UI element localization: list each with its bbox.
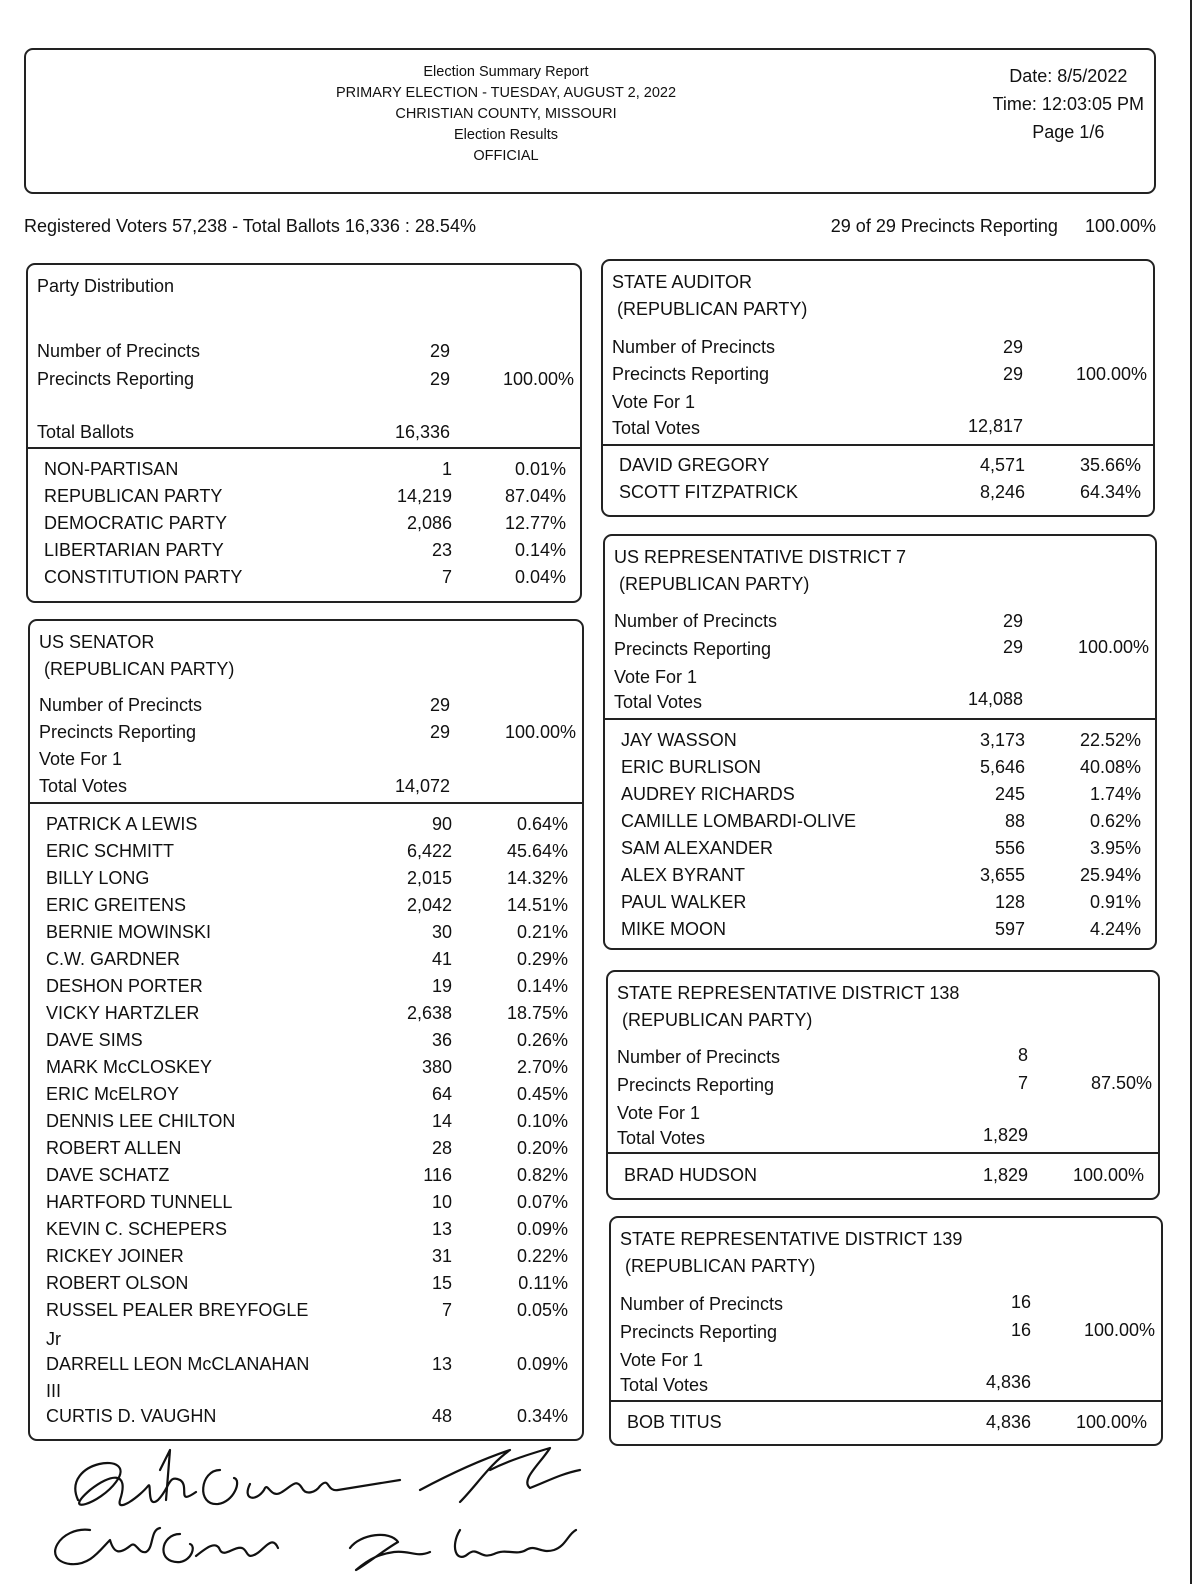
num-precincts-value: 16: [1010, 1292, 1031, 1312]
result-row: [30, 1300, 582, 1327]
candidate-name: VICKY HARTZLER: [46, 1003, 200, 1023]
precincts-reporting-label: Precincts Reporting: [620, 1322, 778, 1342]
report-time: Time: 12:03:05 PM: [992, 94, 1144, 114]
num-precincts-value: 29: [1002, 337, 1023, 357]
vote-percent: 0.10%: [516, 1111, 568, 1131]
precincts-reporting-value: 29: [429, 722, 450, 742]
candidate-name: ERIC SCHMITT: [46, 841, 174, 861]
vote-count: 10: [431, 1192, 452, 1212]
vote-count: 19: [431, 976, 452, 996]
result-row: [30, 1219, 582, 1246]
section-title: US SENATOR: [39, 632, 155, 652]
result-row: [605, 838, 1155, 865]
vote-percent: 25.94%: [1079, 865, 1141, 885]
vote-count: 2,638: [406, 1003, 452, 1023]
vote-percent: 0.05%: [516, 1300, 568, 1320]
candidate-name: DESHON PORTER: [46, 976, 203, 996]
vote-count: 597: [994, 919, 1025, 939]
total-ballots-value: 16,336: [394, 422, 450, 442]
vote-percent: 0.11%: [518, 1273, 568, 1293]
vote-count: 14,219: [396, 486, 452, 506]
result-row: [605, 865, 1155, 892]
vote-count: 245: [994, 784, 1025, 804]
signature-stroke: [55, 1528, 160, 1564]
candidate-name: ROBERT ALLEN: [46, 1138, 182, 1158]
vote-percent: 100.00%: [1072, 1165, 1144, 1185]
total-ballots-label: Total Ballots: [37, 422, 135, 442]
candidate-name: LIBERTARIAN PARTY: [44, 540, 224, 560]
candidate-name: AUDREY RICHARDS: [621, 784, 795, 804]
vote-count: 2,015: [406, 868, 452, 888]
candidate-name: PAUL WALKER: [621, 892, 747, 912]
vote-count: 13: [431, 1219, 452, 1239]
section-party: (REPUBLICAN PARTY): [612, 299, 808, 319]
candidate-name: RUSSEL PEALER BREYFOGLE: [46, 1300, 309, 1320]
vote-count: 31: [431, 1246, 452, 1266]
vote-percent: 14.32%: [506, 868, 568, 888]
vote-count: 2,086: [406, 513, 452, 533]
candidate-name: MIKE MOON: [621, 919, 727, 939]
result-row: [605, 919, 1155, 946]
vote-count: 90: [431, 814, 452, 834]
total-votes-value: 1,829: [982, 1125, 1028, 1145]
vote-percent: 0.04%: [514, 567, 566, 587]
precincts-reporting-pct: 100.00%: [502, 369, 574, 389]
us-rep-district-7-box: [603, 534, 1157, 950]
vote-count: 7: [441, 567, 452, 587]
vote-count: 28: [431, 1138, 452, 1158]
vote-percent: 40.08%: [1079, 757, 1141, 777]
result-row: [605, 811, 1155, 838]
result-row: [28, 486, 580, 513]
separator: [603, 444, 1153, 446]
candidate-name: REPUBLICAN PARTY: [44, 486, 223, 506]
result-row: [605, 892, 1155, 919]
precincts-reporting-label: Precincts Reporting: [614, 639, 772, 659]
vote-count: 6,422: [406, 841, 452, 861]
vote-percent: 3.95%: [1089, 838, 1141, 858]
vote-percent: 2.70%: [516, 1057, 568, 1077]
result-row: [30, 868, 582, 895]
state-auditor-box: [601, 259, 1155, 517]
separator: [30, 802, 582, 804]
vote-percent: 1.74%: [1089, 784, 1141, 804]
total-votes-label: Total Votes: [617, 1128, 706, 1148]
vote-count: 1,829: [982, 1165, 1028, 1185]
separator: [608, 1152, 1158, 1154]
result-row: [30, 1084, 582, 1111]
vote-count: 556: [994, 838, 1025, 858]
vote-percent: 0.29%: [516, 949, 568, 969]
precincts-reporting-pct: 100.00%: [1083, 1320, 1155, 1340]
vote-count: 64: [431, 1084, 452, 1104]
vote-percent: 87.04%: [504, 486, 566, 506]
precincts-reporting-pct: 100.00%: [1077, 637, 1149, 657]
candidate-name: SAM ALEXANDER: [621, 838, 774, 858]
vote-count: 48: [431, 1406, 452, 1426]
num-precincts-value: 29: [429, 695, 450, 715]
report-meta: [993, 62, 1144, 146]
vote-count: 380: [421, 1057, 452, 1077]
official-label: OFFICIAL: [473, 148, 539, 164]
result-row: [605, 757, 1155, 784]
total-votes-label: Total Votes: [614, 692, 703, 712]
precincts-reporting-value: 29: [1002, 637, 1023, 657]
precincts-reporting-summary: [831, 216, 1156, 237]
result-row: [603, 455, 1153, 482]
vote-percent: 22.52%: [1079, 730, 1141, 750]
vote-count: 128: [994, 892, 1025, 912]
section-party: (REPUBLICAN PARTY): [617, 1010, 813, 1030]
vote-count: 4,836: [985, 1412, 1031, 1432]
signature-stroke: [350, 1535, 430, 1570]
vote-count: 15: [431, 1273, 452, 1293]
vote-percent: 0.34%: [516, 1406, 568, 1426]
vote-percent: 0.01%: [514, 459, 566, 479]
result-row: [30, 1057, 582, 1084]
vote-percent: 0.14%: [516, 976, 568, 996]
vote-percent: 0.62%: [1089, 811, 1141, 831]
result-row: [608, 1165, 1158, 1192]
precincts-reporting-text: 29 of 29 Precincts Reporting: [830, 216, 1058, 236]
election-name: PRIMARY ELECTION - TUESDAY, AUGUST 2, 2022: [335, 85, 677, 101]
result-row: [30, 976, 582, 1003]
vote-percent: 4.24%: [1089, 919, 1141, 939]
candidate-name: ROBERT OLSON: [46, 1273, 189, 1293]
total-votes-value: 12,817: [967, 416, 1023, 436]
result-row: [30, 1192, 582, 1219]
result-row: [30, 949, 582, 976]
candidate-name: DAVID GREGORY: [619, 455, 770, 475]
candidate-name: RICKEY JOINER: [46, 1246, 184, 1266]
precincts-reporting-value: 7: [1017, 1073, 1028, 1093]
signature-stroke: [420, 1450, 510, 1502]
candidate-name: ERIC GREITENS: [46, 895, 187, 915]
candidate-name: CURTIS D. VAUGHN: [46, 1406, 217, 1426]
precincts-reporting-value: 16: [1010, 1320, 1031, 1340]
vote-percent: 0.91%: [1089, 892, 1141, 912]
section-title: Party Distribution: [37, 276, 175, 296]
separator: [28, 447, 580, 449]
vote-count: 3,655: [979, 865, 1025, 885]
vote-percent: 18.75%: [506, 1003, 568, 1023]
candidate-name: ALEX BYRANT: [621, 865, 746, 885]
vote-percent: 0.21%: [516, 922, 568, 942]
page-number: Page 1/6: [1032, 122, 1105, 142]
report-date: Date: 8/5/2022: [1009, 66, 1128, 86]
result-row: [30, 1406, 582, 1433]
section-party: (REPUBLICAN PARTY): [614, 574, 810, 594]
result-row: [30, 895, 582, 922]
result-row: [30, 922, 582, 949]
signatures: [20, 1430, 600, 1580]
candidate-name-continued: III: [46, 1381, 62, 1401]
vote-percent: 0.22%: [516, 1246, 568, 1266]
section-title: US REPRESENTATIVE DISTRICT 7: [614, 547, 907, 567]
handwritten-signatures: [20, 1430, 600, 1580]
result-row: [28, 540, 580, 567]
vote-for-label: Vote For 1: [617, 1103, 701, 1123]
separator: [605, 718, 1155, 720]
county-name: CHRISTIAN COUNTY, MISSOURI: [395, 106, 617, 122]
result-row: [30, 1273, 582, 1300]
result-row: [603, 482, 1153, 509]
report-header: [24, 48, 1156, 194]
signature-stroke: [203, 1470, 237, 1504]
result-row: [30, 1138, 582, 1165]
candidate-name: HARTFORD TUNNELL: [46, 1192, 233, 1212]
section-party: (REPUBLICAN PARTY): [39, 659, 235, 679]
result-row: [28, 459, 580, 486]
section-title: STATE REPRESENTATIVE DISTRICT 139: [620, 1229, 963, 1249]
result-row: [30, 1354, 582, 1381]
results-label: Election Results: [454, 127, 558, 143]
vote-percent: 12.77%: [504, 513, 566, 533]
total-votes-label: Total Votes: [39, 776, 128, 796]
candidate-name-continued: Jr: [46, 1329, 61, 1349]
vote-percent: 0.09%: [516, 1354, 568, 1374]
signature-stroke: [163, 1534, 278, 1562]
vote-percent: 0.82%: [516, 1165, 568, 1185]
candidate-name: DEMOCRATIC PARTY: [44, 513, 228, 533]
total-votes-label: Total Votes: [620, 1375, 709, 1395]
vote-percent: 0.64%: [516, 814, 568, 834]
vote-percent: 0.07%: [516, 1192, 568, 1212]
candidate-name: BILLY LONG: [46, 868, 150, 888]
candidate-name: DAVE SIMS: [46, 1030, 143, 1050]
page-edge: [1190, 0, 1192, 1584]
separator: [611, 1400, 1161, 1402]
num-precincts-label: Number of Precincts: [614, 611, 778, 631]
num-precincts-value: 29: [429, 341, 450, 361]
report-title: Election Summary Report: [423, 64, 589, 80]
candidate-name: CAMILLE LOMBARDI-OLIVE: [621, 811, 857, 831]
candidate-name: MARK McCLOSKEY: [46, 1057, 213, 1077]
num-precincts-label: Number of Precincts: [37, 341, 201, 361]
candidate-name: SCOTT FITZPATRICK: [619, 482, 798, 502]
result-row: [611, 1412, 1161, 1439]
result-row: [30, 814, 582, 841]
signature-stroke: [455, 1530, 576, 1557]
candidate-name: BERNIE MOWINSKI: [46, 922, 212, 942]
total-votes-value: 14,088: [967, 689, 1023, 709]
section-party: (REPUBLICAN PARTY): [620, 1256, 816, 1276]
candidate-name: PATRICK A LEWIS: [46, 814, 198, 834]
signature-stroke: [75, 1463, 196, 1505]
vote-percent: 64.34%: [1079, 482, 1141, 502]
candidate-name: DARRELL LEON McCLANAHAN: [46, 1354, 310, 1374]
result-row: [30, 1003, 582, 1030]
num-precincts-value: 8: [1017, 1045, 1028, 1065]
precincts-reporting-value: 29: [429, 369, 450, 389]
report-title-block: [276, 62, 736, 167]
candidate-name: BOB TITUS: [627, 1412, 722, 1432]
precincts-reporting-pct: 100.00%: [1075, 364, 1147, 384]
vote-count: 14: [431, 1111, 452, 1131]
vote-for-label: Vote For 1: [612, 392, 696, 412]
vote-percent: 0.20%: [516, 1138, 568, 1158]
vote-count: 7: [441, 1300, 452, 1320]
vote-count: 30: [431, 922, 452, 942]
num-precincts-label: Number of Precincts: [617, 1047, 781, 1067]
result-row: [605, 784, 1155, 811]
vote-percent: 14.51%: [506, 895, 568, 915]
candidate-name: NON-PARTISAN: [44, 459, 179, 479]
result-row: [30, 841, 582, 868]
precincts-reporting-pct: 87.50%: [1090, 1073, 1152, 1093]
num-precincts-label: Number of Precincts: [620, 1294, 784, 1314]
party-distribution-box: [26, 263, 582, 603]
candidate-name: CONSTITUTION PARTY: [44, 567, 243, 587]
num-precincts-label: Number of Precincts: [612, 337, 776, 357]
section-title: STATE AUDITOR: [612, 272, 753, 292]
num-precincts-label: Number of Precincts: [39, 695, 203, 715]
result-row: [28, 513, 580, 540]
vote-percent: 0.09%: [516, 1219, 568, 1239]
candidate-name: KEVIN C. SCHEPERS: [46, 1219, 228, 1239]
vote-percent: 0.14%: [514, 540, 566, 560]
result-row: [30, 1246, 582, 1273]
candidate-name: ERIC McELROY: [46, 1084, 180, 1104]
candidate-name: DENNIS LEE CHILTON: [46, 1111, 236, 1131]
precincts-reporting-value: 29: [1002, 364, 1023, 384]
vote-count: 23: [431, 540, 452, 560]
result-row: [28, 567, 580, 594]
result-row: [30, 1165, 582, 1192]
us-senator-box: [28, 619, 584, 1441]
vote-count: 36: [431, 1030, 452, 1050]
vote-percent: 45.64%: [506, 841, 568, 861]
candidate-name: ERIC BURLISON: [621, 757, 762, 777]
vote-count: 116: [423, 1165, 452, 1185]
candidate-name: JAY WASSON: [621, 730, 737, 750]
vote-count: 1: [441, 459, 452, 479]
result-row: [30, 1030, 582, 1057]
registered-voters-summary: Registered Voters 57,238 - Total Ballots 16,336 : 28.54%: [24, 216, 476, 236]
vote-count: 5,646: [979, 757, 1025, 777]
precincts-reporting-label: Precincts Reporting: [612, 364, 770, 384]
total-votes-value: 14,072: [394, 776, 450, 796]
vote-count: 2,042: [406, 895, 452, 915]
candidate-name: BRAD HUDSON: [624, 1165, 758, 1185]
precincts-reporting-label: Precincts Reporting: [39, 722, 197, 742]
result-row: [605, 730, 1155, 757]
vote-percent: 35.66%: [1079, 455, 1141, 475]
vote-for-label: Vote For 1: [620, 1350, 704, 1370]
signature-stroke: [248, 1480, 400, 1498]
num-precincts-value: 29: [1002, 611, 1023, 631]
candidate-name: C.W. GARDNER: [46, 949, 181, 969]
vote-for-label: Vote For 1: [614, 667, 698, 687]
vote-count: 13: [431, 1354, 452, 1374]
precincts-reporting-label: Precincts Reporting: [617, 1075, 775, 1095]
vote-for-label: Vote For 1: [39, 749, 123, 769]
vote-count: 3,173: [979, 730, 1025, 750]
vote-count: 4,571: [979, 455, 1025, 475]
state-rep-district-138-box: [606, 970, 1160, 1200]
candidate-name: DAVE SCHATZ: [46, 1165, 170, 1185]
vote-percent: 0.45%: [516, 1084, 568, 1104]
total-votes-label: Total Votes: [612, 418, 701, 438]
vote-count: 41: [431, 949, 452, 969]
precincts-reporting-pct: 100.00%: [1084, 216, 1156, 236]
section-title: STATE REPRESENTATIVE DISTRICT 138: [617, 983, 960, 1003]
result-row: [30, 1111, 582, 1138]
vote-count: 88: [1004, 811, 1025, 831]
vote-count: 8,246: [979, 482, 1025, 502]
total-votes-value: 4,836: [985, 1372, 1031, 1392]
vote-percent: 0.26%: [516, 1030, 568, 1050]
precincts-reporting-pct: 100.00%: [504, 722, 576, 742]
state-rep-district-139-box: [609, 1216, 1163, 1446]
vote-percent: 100.00%: [1075, 1412, 1147, 1432]
precincts-reporting-label: Precincts Reporting: [37, 369, 195, 389]
